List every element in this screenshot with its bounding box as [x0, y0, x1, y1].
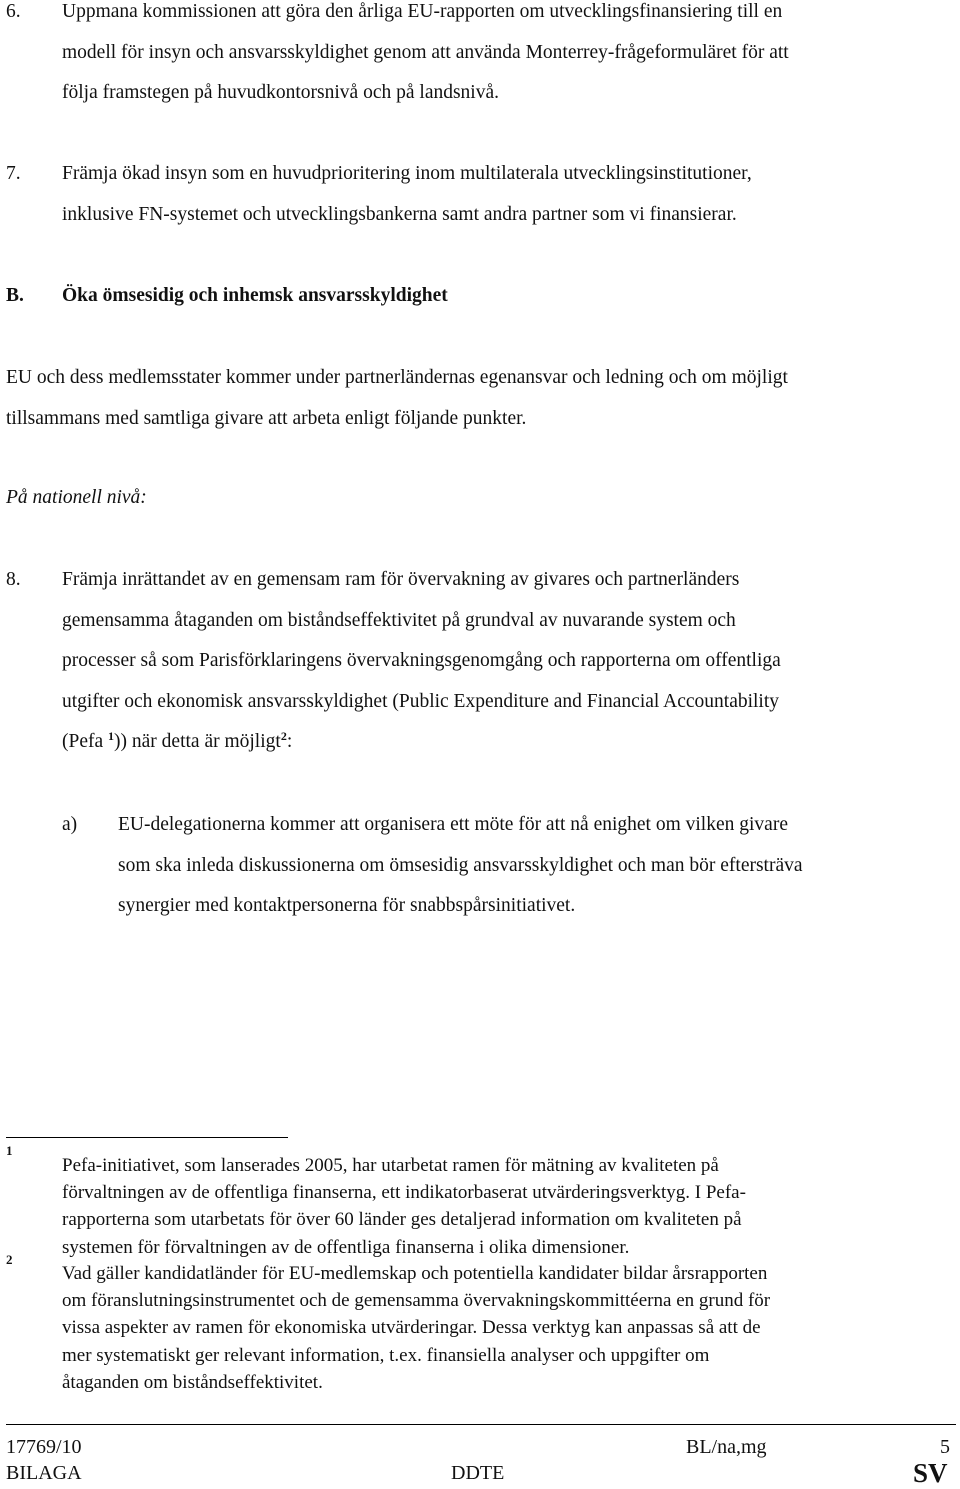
text-line	[62, 722, 781, 763]
text-line: förvaltningen av de offentliga finanserna, ett indikatorbaserat utvärderingsverktyg. I Pefa-	[62, 1182, 746, 1204]
paragraph-7	[0, 154, 960, 244]
text-line: synergier med kontaktpersonerna för snabbspårsinitiativet.	[118, 895, 576, 917]
footnote-ref-2[interactable]: 2	[280, 729, 287, 744]
subheading: På nationell nivå:	[6, 487, 147, 508]
text-line: inklusive FN-systemet och utvecklingsbankerna samt andra partner som vi finansierar.	[62, 203, 737, 225]
text-line: utgifter och ekonomisk ansvarsskyldighet (Public Expenditure and Financial Accountability	[62, 690, 780, 712]
text-line: EU och dess medlemsstater kommer under partnerländernas egenansvar och ledning och om möjligt	[6, 367, 788, 388]
footnote-ref-1[interactable]: 1	[108, 729, 115, 744]
text-line: systemen för förvaltningen av de offentliga finanserna i olika dimensioner.	[62, 1236, 630, 1258]
text-line: vissa aspekter av ramen för ekonomiska utvärderingar. Dessa verktyg kan anpassas så att de	[62, 1317, 761, 1339]
text-line: följa framstegen på huvudkontorsnivå och på landsnivå.	[62, 82, 500, 104]
text-line: Uppmana kommissionen att göra den årliga EU-rapporten om utvecklingsfinansiering till en	[62, 1, 783, 22]
footnote-marker-2: 2	[6, 1252, 13, 1267]
paragraph-6	[0, 0, 960, 122]
text-fragment: :	[286, 731, 293, 753]
text-line: Främja ökad insyn som en huvudprioritering inom multilaterala utvecklingsinstitutioner,	[62, 163, 752, 184]
text-line: modell för insyn och ansvarsskyldighet genom att använda Monterrey-frågeformuläret för att	[62, 41, 789, 63]
footnote-2	[62, 1260, 770, 1396]
text-line: EU-delegationerna kommer att organisera ett möte för att nå enighet om vilken givare	[118, 814, 788, 835]
language-code: SV	[913, 1458, 948, 1488]
footnote-1	[62, 1152, 746, 1261]
list-item-label: a)	[62, 814, 78, 835]
footer-separator	[6, 1424, 956, 1425]
paragraph-text	[62, 560, 781, 763]
paragraph-text	[62, 154, 752, 235]
paragraph-number: 8.	[6, 569, 21, 590]
doc-number: 17769/10	[6, 1436, 82, 1458]
page-number: 5	[940, 1436, 950, 1458]
text-line: Pefa-initiativet, som lanserades 2005, har utarbetat ramen för mätning av kvaliteten på	[62, 1155, 719, 1176]
text-line: Främja inrättandet av en gemensam ram för övervakning av givares och partnerländers	[62, 569, 740, 590]
text-fragment: )) när detta är möjligt	[114, 731, 281, 753]
list-item-text	[118, 805, 803, 927]
text-line: om föranslutningsinstrumentet och de gemensamma övervakningskommittéerna en grund för	[62, 1290, 771, 1312]
text-line: mer systematiskt ger relevant information, t.ex. finansiella analyser och uppgifter om	[62, 1344, 710, 1366]
text-line: rapporterna som utarbetats för över 60 länder ges detaljerad information om kvaliteten på	[62, 1209, 742, 1231]
text-line: tillsammans med samtliga givare att arbeta enligt följande punkter.	[6, 407, 527, 429]
text-line: Vad gäller kandidatländer för EU-medlemskap och potentiella kandidater bildar årsrapporten	[62, 1263, 768, 1284]
list-item-a	[0, 805, 960, 935]
text-line: processer så som Parisförklaringens övervakningsgenomgång och rapporterna om offentliga	[62, 650, 781, 672]
reference: BL/na,mg	[686, 1436, 767, 1458]
directorate-label: DDTE	[451, 1462, 505, 1484]
paragraph-text	[62, 0, 789, 114]
footnote-separator	[6, 1137, 288, 1138]
text-line: som ska inleda diskussionerna om ömsesidig ansvarsskyldighet och man bör eftersträva	[118, 854, 803, 876]
annex-label: BILAGA	[6, 1462, 82, 1484]
paragraph-8	[0, 560, 960, 770]
text-line: gemensamma åtaganden om biståndseffektivitet på grundval av nuvarande system och	[62, 609, 736, 631]
footnote-marker-1: 1	[6, 1143, 13, 1158]
paragraph-number: 6.	[6, 1, 21, 22]
text-line: åtaganden om biståndseffektivitet.	[62, 1371, 323, 1393]
paragraph-number: 7.	[6, 163, 21, 184]
text-fragment: (Pefa	[62, 731, 109, 753]
intro-paragraph	[6, 358, 956, 439]
section-number: B.	[6, 285, 24, 306]
section-title: Öka ömsesidig och inhemsk ansvarsskyldighet	[62, 285, 448, 306]
section-heading	[0, 276, 960, 318]
